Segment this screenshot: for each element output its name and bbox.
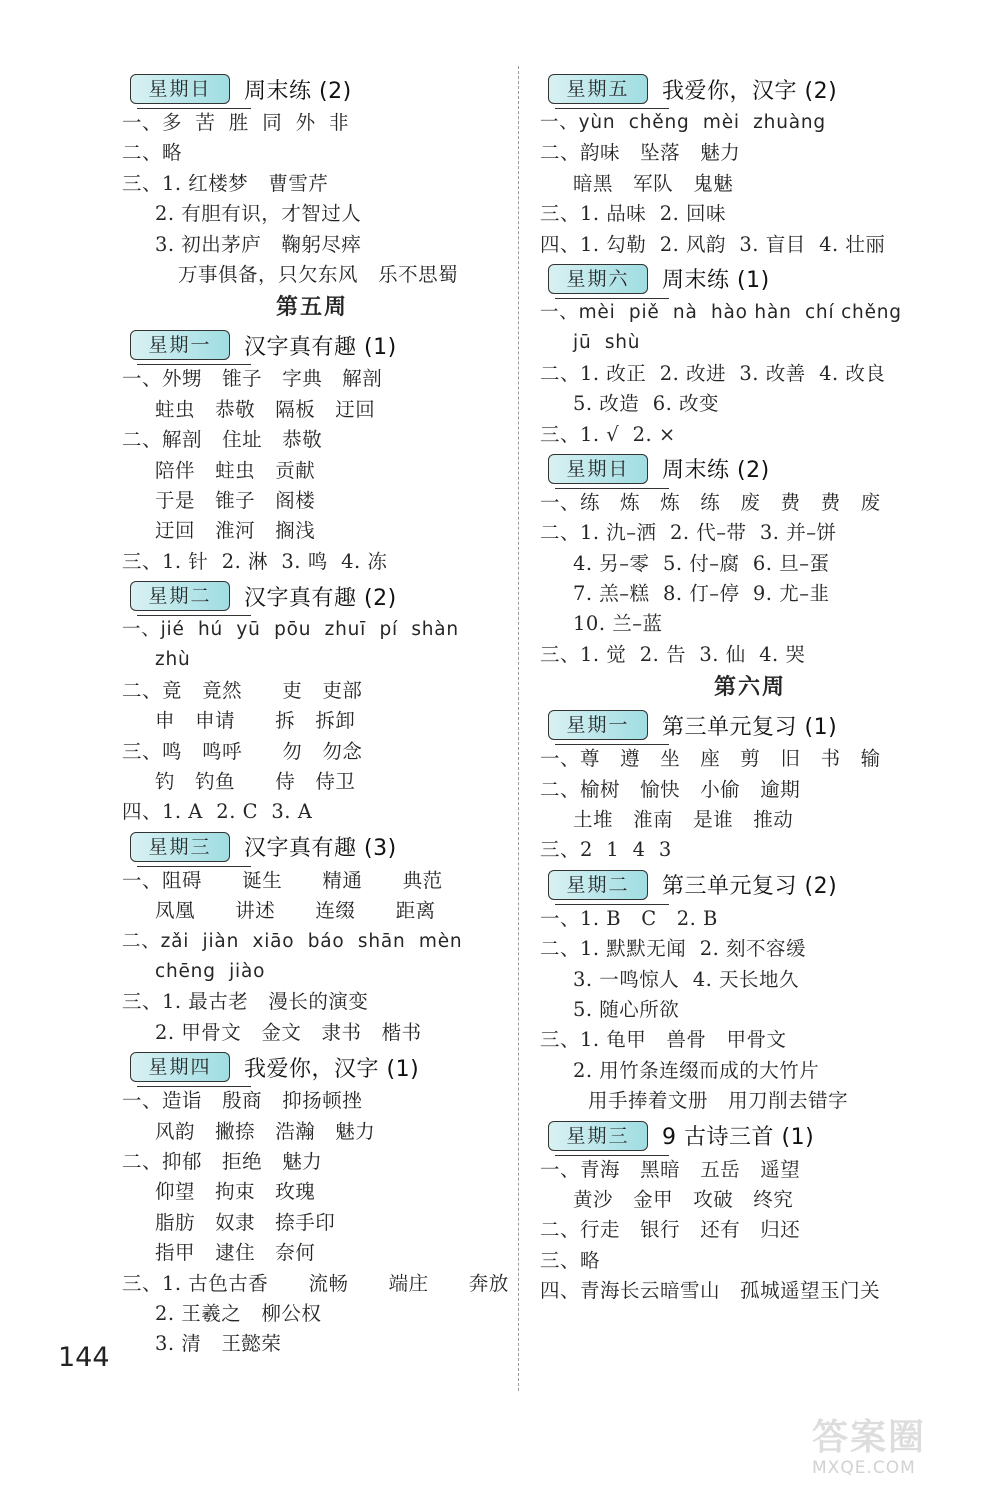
section-header	[122, 1048, 502, 1086]
section-header	[540, 1117, 960, 1155]
answer-line: 3. 初出茅庐 鞠躬尽瘁	[155, 232, 362, 256]
answer-line: 二、1. 默默无闻 2. 刻不容缓	[540, 937, 807, 961]
answer-line: 三、1. 觉 2. 告 3. 仙 4. 哭	[540, 642, 806, 666]
day-tag: 星期二	[548, 870, 648, 900]
section-header	[540, 260, 960, 298]
answer-line: 一、mèi piě nà hào hàn chí chěng	[540, 301, 902, 323]
answer-line: 三、1. 品味 2. 回味	[540, 202, 727, 226]
answer-line: 蛀虫 恭敬 隔板 迂回	[155, 397, 376, 421]
answer-line: 一、jié hú yū pōu zhuī pí shàn	[122, 619, 459, 641]
answer-line: 一、1. B C 2. B	[540, 906, 718, 930]
answer-line: 4. 另–零 5. 付–腐 6. 旦–蛋	[573, 551, 830, 575]
section-header	[122, 326, 502, 364]
answer-line: 2. 有胆有识，才智过人	[155, 202, 362, 226]
answer-line: 2. 用竹条连缀而成的大竹片	[573, 1058, 820, 1082]
answer-line: chēng jiào	[155, 960, 266, 982]
answer-line: 三、1. 针 2. 淋 3. 鸣 4. 冻	[122, 549, 388, 573]
answer-line: 二、抑郁 拒绝 魅力	[122, 1149, 323, 1173]
answer-line: 申 申请 拆 拆卸	[155, 709, 356, 733]
answer-line: zhù	[155, 649, 191, 671]
section-header	[540, 450, 960, 488]
section-title: 汉字真有趣 (2)	[244, 585, 397, 611]
day-tag: 星期日	[130, 74, 230, 104]
answer-line: 三、2 1 4 3	[540, 838, 672, 862]
answer-line: 10. 兰–蓝	[573, 612, 663, 636]
section-header	[122, 70, 502, 108]
day-tag: 星期日	[548, 454, 648, 484]
page-number: 144	[58, 1342, 110, 1373]
answer-line: 三、略	[540, 1248, 601, 1272]
answer-line: jū shù	[573, 332, 641, 354]
section-title: 汉字真有趣 (3)	[244, 836, 397, 862]
answer-line: 2. 甲骨文 金文 隶书 楷书	[155, 1020, 422, 1044]
watermark-site: MXQE.COM	[812, 1458, 916, 1478]
section-title: 周末练 (2)	[244, 78, 352, 104]
section-title: 汉字真有趣 (1)	[244, 334, 397, 360]
answer-line: 于是 锥子 阁楼	[155, 488, 316, 512]
day-tag: 星期三	[548, 1121, 648, 1151]
section-title: 我爱你，汉字 (2)	[662, 78, 838, 104]
answer-line: 3. 清 王懿荣	[155, 1332, 282, 1356]
section-header	[540, 866, 960, 904]
section-header	[122, 828, 502, 866]
answer-line: 二、1. 改正 2. 改进 3. 改善 4. 改良	[540, 361, 886, 385]
answer-line: 黄沙 金甲 攻破 终究	[573, 1187, 794, 1211]
answer-line: 二、zǎi jiàn xiāo báo shān mèn	[122, 930, 463, 952]
answer-line: 迂回 淮河 搁浅	[155, 519, 316, 543]
answer-line: 仰望 拘束 玫瑰	[155, 1180, 316, 1204]
answer-line: 脂肪 奴隶 捺手印	[155, 1210, 336, 1234]
answer-line: 土堆 淮南 是谁 推动	[573, 808, 794, 832]
answer-line: 陪伴 蛀虫 贡献	[155, 458, 316, 482]
section-title: 第三单元复习 (1)	[662, 714, 838, 740]
week-heading: 第五周	[275, 295, 348, 321]
section-title: 我爱你，汉字 (1)	[244, 1056, 420, 1082]
section-header	[540, 70, 960, 108]
day-tag: 星期二	[130, 581, 230, 611]
answer-line: 三、1. √ 2. ×	[540, 422, 676, 446]
answer-line: 一、尊 遵 坐 座 剪 旧 书 输	[540, 747, 881, 771]
answer-line: 一、阻碍 诞生 精通 典范	[122, 868, 443, 892]
answer-line: 三、1. 龟甲 兽骨 甲骨文	[540, 1028, 787, 1052]
answer-line: 二、韵味 坠落 魅力	[540, 141, 741, 165]
section-header	[122, 577, 502, 615]
answer-line: 四、1. 勾勒 2. 风韵 3. 盲目 4. 壮丽	[540, 232, 886, 256]
section-title: 第三单元复习 (2)	[662, 874, 838, 900]
answer-line: 二、略	[122, 141, 183, 165]
answer-line: 指甲 逮住 奈何	[155, 1241, 316, 1265]
answer-line: 风韵 撇捺 浩瀚 魅力	[155, 1119, 376, 1143]
left-column	[122, 70, 509, 1360]
answer-line: 四、1. A 2. C 3. A	[122, 800, 313, 824]
answer-line: 二、解剖 住址 恭敬	[122, 428, 323, 452]
day-tag: 星期一	[130, 330, 230, 360]
watermark	[812, 1418, 972, 1484]
answer-line: 三、1. 古色古香 流畅 端庄 奔放	[122, 1271, 509, 1295]
day-tag: 星期六	[548, 264, 648, 294]
answer-line: 二、行走 银行 还有 归还	[540, 1218, 801, 1242]
answer-line: 一、外甥 锥子 字典 解剖	[122, 367, 383, 391]
day-tag: 星期四	[130, 1052, 230, 1082]
answer-line: 用手捧着文册 用刀削去错字	[588, 1089, 849, 1113]
answer-line: 一、yùn chěng mèi zhuàng	[540, 112, 826, 133]
answer-line: 暗黑 军队 鬼魅	[573, 171, 734, 195]
section-title: 9 古诗三首 (1)	[662, 1125, 815, 1151]
answer-line: 四、青海长云暗雪山 孤城遥望玉门关	[540, 1279, 881, 1303]
answer-line: 7. 羔–糕 8. 仃–停 9. 尤–韭	[573, 582, 830, 606]
section-title: 周末练 (1)	[662, 268, 770, 294]
day-tag: 星期一	[548, 710, 648, 740]
answer-line: 5. 改造 6. 改变	[573, 392, 720, 416]
answer-line: 一、青海 黑暗 五岳 遥望	[540, 1157, 801, 1181]
answer-line: 一、造诣 殷商 抑扬顿挫	[122, 1089, 363, 1113]
answer-line: 凤凰 讲述 连缀 距离	[155, 899, 436, 923]
answer-line: 三、1. 红楼梦 曹雪芹	[122, 171, 329, 195]
answer-line: 三、鸣 鸣呼 勿 勿念	[122, 739, 363, 763]
right-column	[540, 70, 960, 1307]
answer-line: 3. 一鸣惊人 4. 天长地久	[573, 967, 800, 991]
column-divider	[518, 66, 519, 1391]
answer-line: 一、多 苦 胜 同 外 非	[122, 111, 349, 134]
answer-line: 三、1. 最古老 漫长的演变	[122, 990, 369, 1014]
day-tag: 星期五	[548, 74, 648, 104]
answer-line: 二、竟 竟然 吏 吏部	[122, 678, 363, 702]
answer-line: 5. 随心所欲	[573, 997, 680, 1021]
section-header	[540, 706, 960, 744]
section-title: 周末练 (2)	[662, 458, 770, 484]
week-heading: 第六周	[713, 675, 786, 701]
watermark-mark: 答案圈	[812, 1417, 927, 1458]
answer-line: 2. 王羲之 柳公权	[155, 1301, 322, 1325]
answer-line: 万事俱备，只欠东风 乐不思蜀	[178, 262, 459, 286]
day-tag: 星期三	[130, 832, 230, 862]
answer-line: 二、1. 氿–洒 2. 代–带 3. 并–饼	[540, 521, 837, 545]
answer-line: 二、榆树 愉快 小偷 逾期	[540, 777, 801, 801]
answer-line: 一、练 炼 炼 练 废 费 费 废	[540, 490, 881, 514]
answer-line: 钓 钓鱼 侍 侍卫	[155, 770, 356, 794]
